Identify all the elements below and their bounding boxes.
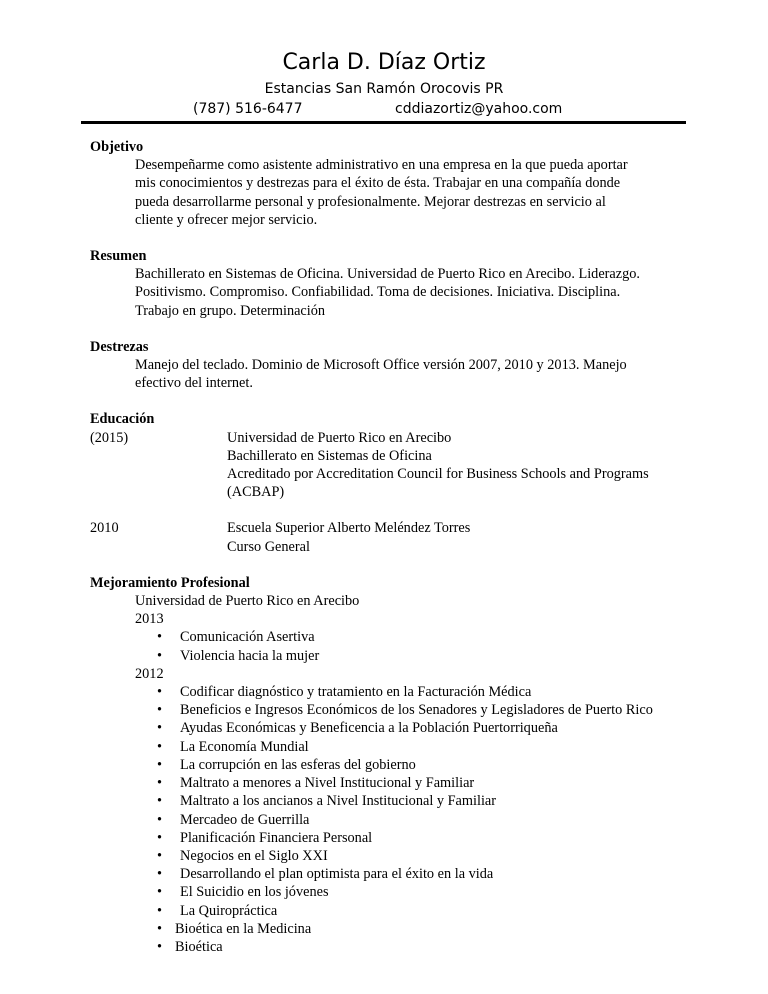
candidate-address: Estancias San Ramón Orocovis PR: [264, 81, 504, 97]
list-item: [135, 883, 690, 901]
course-name: Maltrato a los ancianos a Nivel Institucional y Familiar: [180, 793, 497, 810]
bullet-icon: •: [157, 756, 163, 773]
list-item: [135, 738, 690, 756]
section-mejoramiento: [90, 574, 690, 956]
section-title-destrezas: Destrezas: [90, 338, 149, 355]
course-name: Maltrato a menores a Nivel Institucional y Familiar: [180, 775, 475, 792]
header-divider: [81, 121, 686, 124]
list-item: [135, 847, 690, 865]
destrezas-line: Manejo del teclado. Dominio de Microsoft Office versión 2007, 2010 y 2013. Manejo: [135, 357, 627, 374]
education-line: Acreditado por Accreditation Council for Business Schools and Programs: [227, 466, 649, 483]
bullet-icon: •: [157, 847, 163, 864]
list-item: [135, 829, 690, 847]
bullet-icon: •: [157, 629, 163, 646]
education-line: Universidad de Puerto Rico en Arecibo: [227, 429, 452, 446]
section-title-resumen: Resumen: [90, 248, 147, 265]
bullet-icon: •: [157, 793, 163, 810]
education-year: (2015): [90, 429, 129, 446]
list-item: [135, 683, 690, 701]
bullet-icon: •: [157, 920, 163, 937]
course-list: [90, 683, 690, 956]
course-name: Mercadeo de Guerrilla: [180, 811, 310, 828]
education-line: (ACBAP): [227, 484, 285, 501]
objetivo-line: mis conocimientos y destrezas para el éxito de ésta. Trabajar en una compañía donde: [135, 175, 621, 192]
mejoramiento-institution: Universidad de Puerto Rico en Arecibo: [135, 593, 360, 610]
resume-body: [90, 138, 690, 974]
education-entry: [90, 429, 690, 502]
bullet-icon: •: [157, 684, 163, 701]
course-name: Violencia hacia la mujer: [180, 647, 320, 664]
list-item: [135, 920, 690, 938]
bullet-icon: •: [157, 866, 163, 883]
bullet-icon: •: [157, 938, 163, 955]
course-name: La Quiropráctica: [180, 902, 278, 919]
list-item: [135, 628, 690, 646]
bullet-icon: •: [157, 738, 163, 755]
list-item: [135, 647, 690, 665]
course-name: Ayudas Económicas y Beneficencia a la Población Puertorriqueña: [180, 720, 558, 737]
course-name: Comunicación Asertiva: [180, 629, 315, 646]
course-name: La Economía Mundial: [180, 738, 309, 755]
section-objetivo: [90, 138, 690, 229]
list-item: [135, 719, 690, 737]
education-line: Escuela Superior Alberto Meléndez Torres: [227, 520, 471, 537]
bullet-icon: •: [157, 702, 163, 719]
resumen-line: Trabajo en grupo. Determinación: [135, 302, 326, 319]
bullet-icon: •: [157, 775, 163, 792]
objetivo-text: [90, 156, 690, 229]
bullet-icon: •: [157, 720, 163, 737]
phone-number: (787) 516-6477: [193, 101, 303, 117]
destrezas-line: efectivo del internet.: [135, 375, 253, 392]
section-destrezas: [90, 338, 690, 393]
section-resumen: [90, 247, 690, 320]
education-year: 2010: [90, 520, 119, 537]
education-line: Bachillerato en Sistemas de Oficina: [227, 447, 432, 464]
list-item: [135, 938, 690, 956]
list-item: [135, 701, 690, 719]
mejoramiento-year: 2012: [135, 665, 164, 682]
resumen-line: Bachillerato en Sistemas de Oficina. Universidad de Puerto Rico en Arecibo. Liderazgo.: [135, 266, 640, 283]
list-item: [135, 756, 690, 774]
course-name: Bioética en la Medicina: [175, 920, 312, 937]
course-name: Bioética: [175, 938, 223, 955]
bullet-icon: •: [157, 884, 163, 901]
section-title-educacion: Educación: [90, 411, 155, 428]
resumen-text: [90, 265, 690, 320]
list-item: [135, 902, 690, 920]
section-title-objetivo: Objetivo: [90, 139, 144, 155]
bullet-icon: •: [157, 902, 163, 919]
objetivo-line: cliente y ofrecer mejor servicio.: [135, 211, 318, 228]
objetivo-line: pueda desarrollarme personal y profesionalmente. Mejorar destrezas en servicio al: [135, 193, 606, 210]
mejoramiento-year: 2013: [135, 611, 164, 628]
course-name: Beneficios e Ingresos Económicos de los Senadores y Legisladores de Puerto Rico: [180, 702, 653, 719]
course-name: Planificación Financiera Personal: [180, 829, 373, 846]
course-name: La corrupción en las esferas del gobierno: [180, 756, 416, 773]
destrezas-text: [90, 356, 690, 392]
section-title-mejoramiento: Mejoramiento Profesional: [90, 574, 250, 591]
bullet-icon: •: [157, 647, 163, 664]
list-item: [135, 774, 690, 792]
list-item: [135, 865, 690, 883]
bullet-icon: •: [157, 829, 163, 846]
list-item: [135, 811, 690, 829]
candidate-name: Carla D. Díaz Ortiz: [282, 50, 486, 75]
objetivo-line: Desempeñarme como asistente administrativo en una empresa en la que pueda aportar: [135, 157, 628, 174]
email-address[interactable]: cddiazortiz@yahoo.com: [395, 101, 563, 117]
course-list: [90, 628, 690, 664]
course-name: Codificar diagnóstico y tratamiento en la Facturación Médica: [180, 684, 532, 701]
resumen-line: Positivismo. Compromiso. Confiabilidad. Toma de decisiones. Iniciativa. Disciplina.: [135, 284, 621, 301]
list-item: [135, 792, 690, 810]
course-name: Desarrollando el plan optimista para el éxito en la vida: [180, 866, 494, 883]
course-name: Negocios en el Siglo XXI: [180, 847, 328, 864]
course-name: El Suicidio en los jóvenes: [180, 884, 329, 901]
section-educacion: [90, 410, 690, 555]
education-entry: [90, 519, 690, 555]
education-line: Curso General: [227, 538, 310, 555]
bullet-icon: •: [157, 811, 163, 828]
